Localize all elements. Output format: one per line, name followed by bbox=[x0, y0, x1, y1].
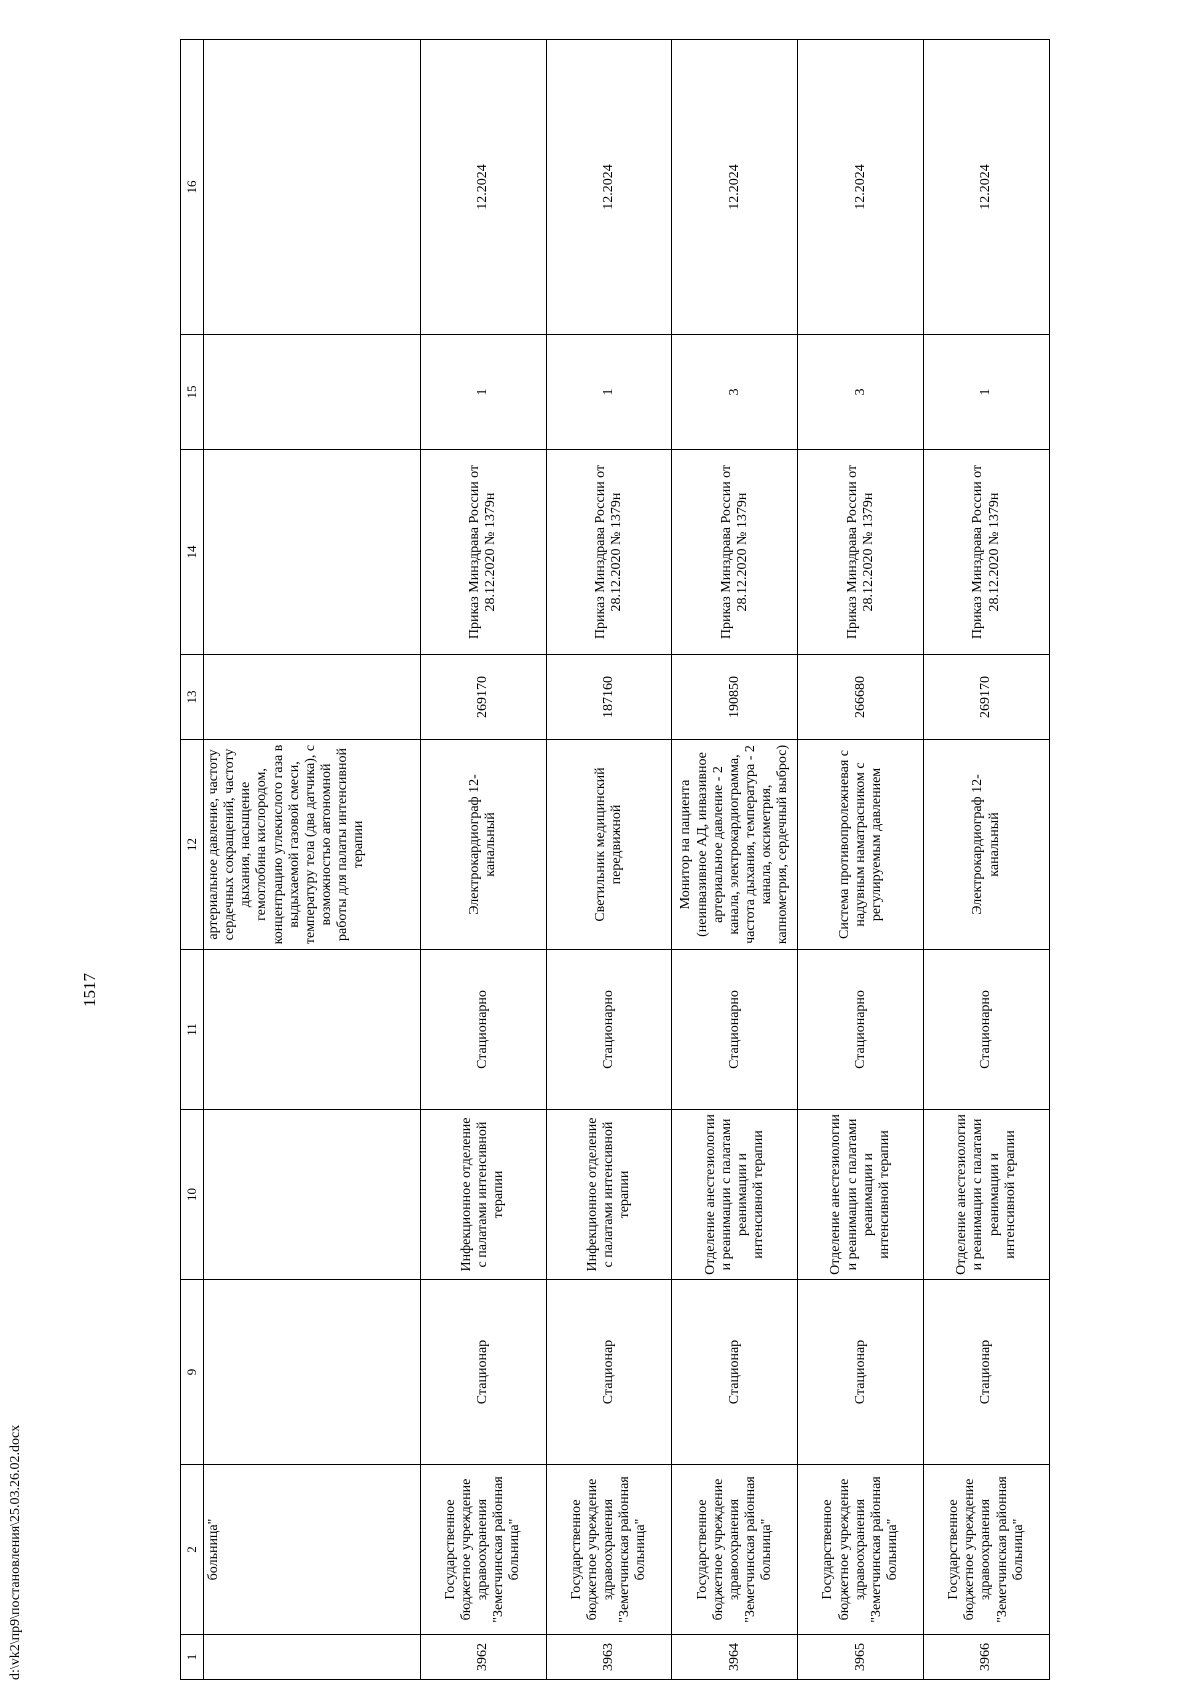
quantity-cell: 3 bbox=[798, 335, 924, 450]
column-number: 12 bbox=[181, 740, 204, 950]
placement-cell: Стационарно bbox=[672, 950, 798, 1110]
placement-cell: Стационарно bbox=[420, 950, 546, 1110]
facility-type-cell: Стационар bbox=[798, 1280, 924, 1465]
department-cell: Инфекционное отделение с палатами интенсивной терапии bbox=[546, 1110, 672, 1280]
code-cell bbox=[204, 655, 420, 740]
order-cell: Приказ Минздрава России от 28.12.2020 № 1379н bbox=[672, 450, 798, 655]
table-row bbox=[420, 40, 546, 1680]
row-number-cell bbox=[204, 1635, 420, 1680]
institution-cell: Государственное бюджетное учреждение здравоохранения "Земетчинская районная больница" bbox=[672, 1465, 798, 1635]
placement-cell bbox=[204, 950, 420, 1110]
continuation-row bbox=[204, 40, 420, 1680]
placement-cell: Стационарно bbox=[546, 950, 672, 1110]
table-row bbox=[924, 40, 1050, 1680]
date-cell bbox=[204, 40, 420, 335]
equipment-name-cell: артериальное давление, частоту сердечных сокращений, частоту дыхания, насыщение гемоглобина кислородом, концентрацию углекислого газа в выдыхаемой газовой смеси, температуру тела (два датчика), с возможностью автономной работы для палаты интенсивной терапии bbox=[204, 740, 420, 950]
code-cell: 187160 bbox=[546, 655, 672, 740]
facility-type-cell: Стационар bbox=[546, 1280, 672, 1465]
facility-type-cell: Стационар bbox=[420, 1280, 546, 1465]
equipment-name-cell: Электрокардиограф 12-канальный bbox=[420, 740, 546, 950]
table-row bbox=[798, 40, 924, 1680]
department-cell bbox=[204, 1110, 420, 1280]
row-number-cell: 3963 bbox=[546, 1635, 672, 1680]
row-number-cell: 3964 bbox=[672, 1635, 798, 1680]
code-cell: 269170 bbox=[420, 655, 546, 740]
date-cell: 12.2024 bbox=[546, 40, 672, 335]
row-number-cell: 3962 bbox=[420, 1635, 546, 1680]
row-number-cell: 3966 bbox=[924, 1635, 1050, 1680]
table-row bbox=[546, 40, 672, 1680]
column-number: 16 bbox=[181, 40, 204, 335]
code-cell: 266680 bbox=[798, 655, 924, 740]
order-cell: Приказ Минздрава России от 28.12.2020 № 1379н bbox=[546, 450, 672, 655]
column-number: 11 bbox=[181, 950, 204, 1110]
facility-type-cell: Стационар bbox=[672, 1280, 798, 1465]
quantity-cell: 1 bbox=[924, 335, 1050, 450]
institution-cell: Государственное бюджетное учреждение здравоохранения "Земетчинская районная больница" bbox=[420, 1465, 546, 1635]
institution-cell: больница" bbox=[204, 1465, 420, 1635]
quantity-cell: 1 bbox=[420, 335, 546, 450]
department-cell: Инфекционное отделение с палатами интенсивной терапии bbox=[420, 1110, 546, 1280]
landscape-page bbox=[180, 40, 1050, 1680]
column-number: 9 bbox=[181, 1280, 204, 1465]
department-cell: Отделение анестезиологии и реанимации с палатами реанимации и интенсивной терапии bbox=[798, 1110, 924, 1280]
facility-type-cell: Стационар bbox=[924, 1280, 1050, 1465]
equipment-name-cell: Светильник медицинский передвижной bbox=[546, 740, 672, 950]
column-number: 1 bbox=[181, 1635, 204, 1680]
equipment-table bbox=[180, 39, 1050, 1680]
column-number: 13 bbox=[181, 655, 204, 740]
equipment-name-cell: Электрокардиограф 12-канальный bbox=[924, 740, 1050, 950]
department-cell: Отделение анестезиологии и реанимации с палатами реанимации и интенсивной терапии bbox=[924, 1110, 1050, 1280]
row-number-cell: 3965 bbox=[798, 1635, 924, 1680]
equipment-name-cell: Система противопролежневая с надувным наматрасником с регулируемым давлением bbox=[798, 740, 924, 950]
date-cell: 12.2024 bbox=[924, 40, 1050, 335]
order-cell: Приказ Минздрава России от 28.12.2020 № 1379н bbox=[798, 450, 924, 655]
order-cell: Приказ Минздрава России от 28.12.2020 № 1379н bbox=[924, 450, 1050, 655]
institution-cell: Государственное бюджетное учреждение здравоохранения "Земетчинская районная больница" bbox=[924, 1465, 1050, 1635]
header-row bbox=[181, 40, 204, 1680]
placement-cell: Стационарно bbox=[798, 950, 924, 1110]
facility-type-cell bbox=[204, 1280, 420, 1465]
code-cell: 269170 bbox=[924, 655, 1050, 740]
quantity-cell: 3 bbox=[672, 335, 798, 450]
date-cell: 12.2024 bbox=[798, 40, 924, 335]
order-cell: Приказ Минздрава России от 28.12.2020 № 1379н bbox=[420, 450, 546, 655]
department-cell: Отделение анестезиологии и реанимации с палатами реанимации и интенсивной терапии bbox=[672, 1110, 798, 1280]
column-number: 15 bbox=[181, 335, 204, 450]
placement-cell: Стационарно bbox=[924, 950, 1050, 1110]
order-cell bbox=[204, 450, 420, 655]
institution-cell: Государственное бюджетное учреждение здравоохранения "Земетчинская районная больница" bbox=[546, 1465, 672, 1635]
column-number: 14 bbox=[181, 450, 204, 655]
date-cell: 12.2024 bbox=[420, 40, 546, 335]
column-number: 10 bbox=[181, 1110, 204, 1280]
column-number: 2 bbox=[181, 1465, 204, 1635]
page-number: 1517 bbox=[80, 973, 99, 1007]
quantity-cell: 1 bbox=[546, 335, 672, 450]
code-cell: 190850 bbox=[672, 655, 798, 740]
table-row bbox=[672, 40, 798, 1680]
quantity-cell bbox=[204, 335, 420, 450]
equipment-name-cell: Монитор на пациента (неинвазивное АД, инвазивное артериальное давление - 2 канала, электрокардиограмма, частота дыхания, температура - 2 канала, оксиметрия, капнометрия, сердечный выброс) bbox=[672, 740, 798, 950]
date-cell: 12.2024 bbox=[672, 40, 798, 335]
institution-cell: Государственное бюджетное учреждение здравоохранения "Земетчинская районная больница" bbox=[798, 1465, 924, 1635]
file-path-footer: d:\vk2\пр9\постановления\25.03.26.02.docx bbox=[8, 1424, 23, 1680]
